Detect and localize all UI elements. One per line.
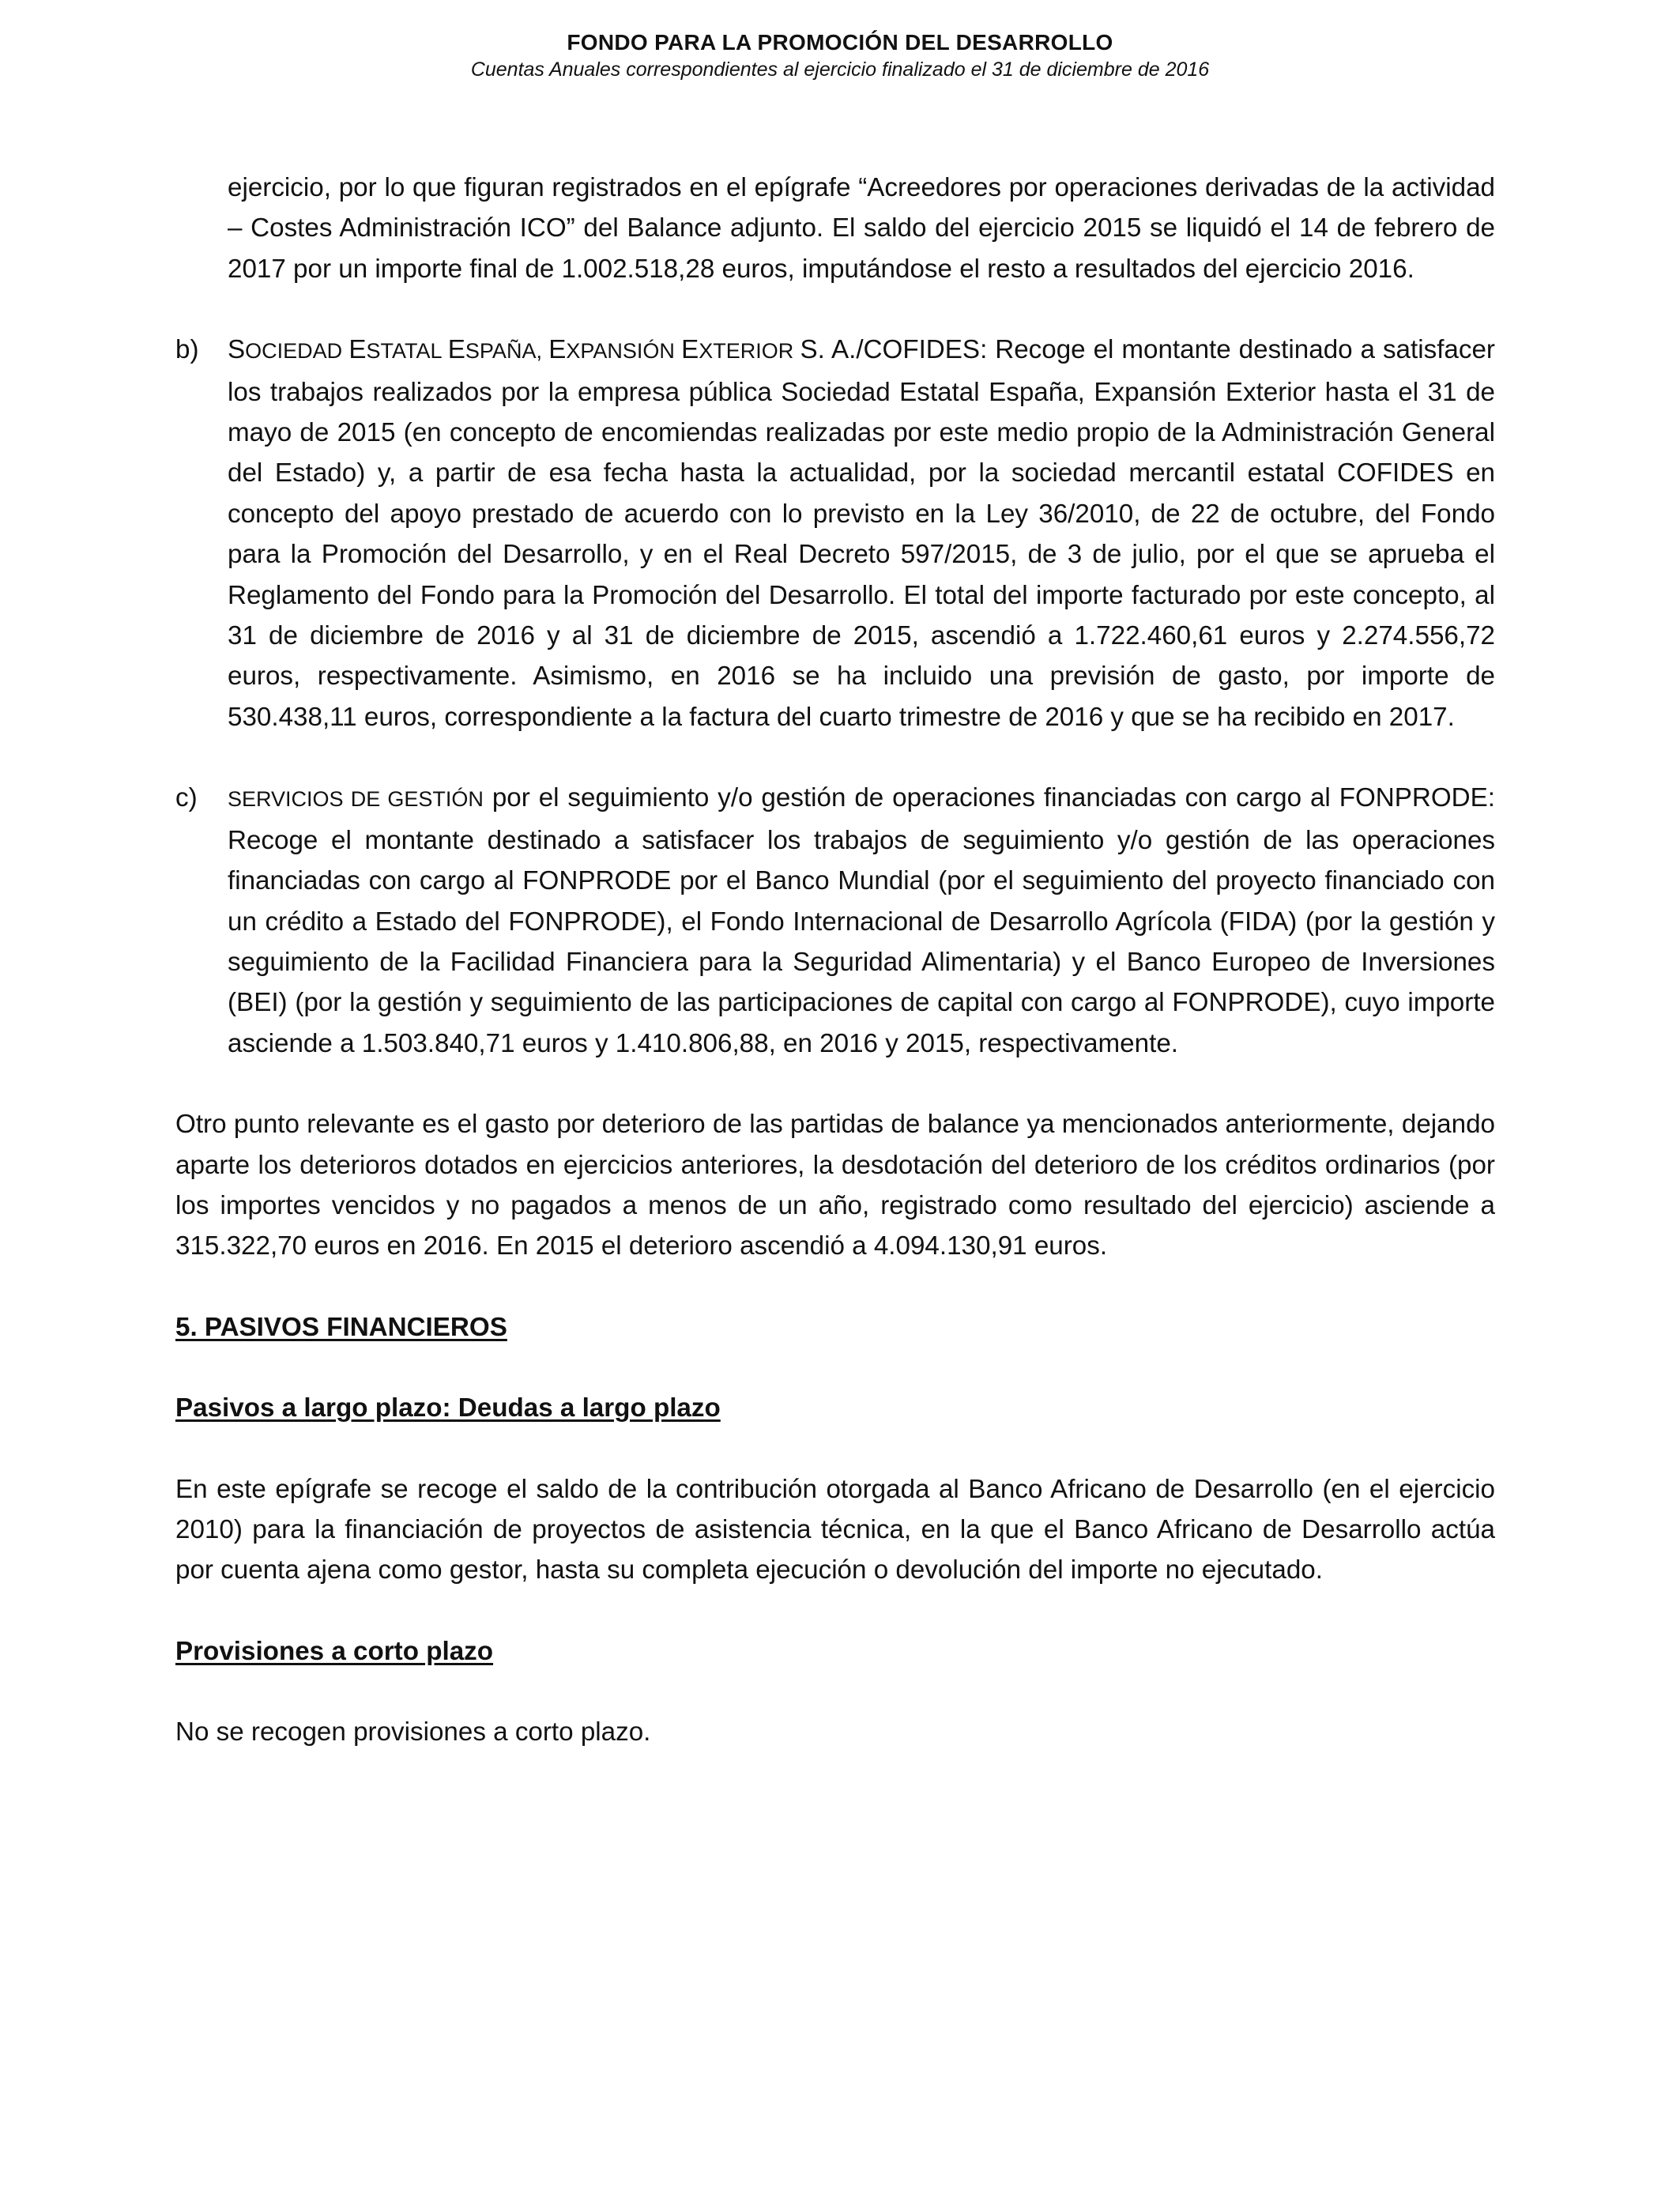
paragraph-deterioro: Otro punto relevante es el gasto por deterioro de las partidas de balance ya mencionados anteriormente, dejando aparte los deterioros dotados en ejercicios anteriores, la desdotación del deterioro de los créditos ordinarios (por los importes vencidos y no pagados a menos de un año, registrado como resultado del ejercicio) asciende a 315.322,70 euros en 2016. En 2015 el deterioro ascendió a 4.094.130,91 euros. [175,1110,1495,1261]
item-c-text: SERVICIOS DE GESTIÓN por el seguimiento y/o gestión de operaciones financiadas con cargo al FONPRODE: Recoge el montante destinado a satisfacer los trabajos de seguimiento y/o gestión de las operaciones financiadas con cargo al FONPRODE por el Banco Mundial (por el seguimiento del proyecto financiado con un crédito a Estado del FONPRODE), el Fondo Internacional de Desarrollo Agrícola (FIDA) (por la gestión y seguimiento de la Facilidad Financiera para la Seguridad Alimentaria) y el Banco Europeo de Inversiones (BEI) (por la gestión y seguimiento de las participaciones de capital con cargo al FONPRODE), cuyo importe asciende a 1.503.840,71 euros y 1.410.806,88, en 2016 y 2015, respectivamente. [228,783,1495,1058]
list-item-c [175,778,1495,1064]
item-c-letter: c) [175,783,198,813]
list-item-b [175,330,1495,737]
list-item-a-continuation [175,168,1495,289]
document-body [175,168,1495,1753]
document-title: FONDO PARA LA PROMOCIÓN DEL DESARROLLO [567,30,1113,55]
subheading-provisiones-corto-plazo: Provisiones a corto plazo [175,1636,494,1666]
paragraph-pasivos-largo-plazo: En este epígrafe se recoge el saldo de la contribución otorgada al Banco Africano de Desarrollo (en el ejercicio 2010) para la financiación de proyectos de asistencia técnica, en la que el Banco Africano de Desarrollo actúa por cuenta ajena como gestor, hasta su completa ejecución o devolución del importe no ejecutado. [175,1474,1495,1585]
paragraph-provisiones-corto-plazo: No se recogen provisiones a corto plazo. [175,1717,651,1747]
document-subtitle: Cuentas Anuales correspondientes al ejercicio finalizado el 31 de diciembre de 2016 [470,58,1210,81]
item-b-letter: b) [175,335,199,365]
item-c-entity-name: SERVICIOS DE GESTIÓN [228,787,484,812]
item-b-text: SOCIEDAD ESTATAL ESPAÑA, EXPANSIÓN EXTERIOR S. A./COFIDES: Recoge el montante destinado a satisfacer los trabajos realizados por la empresa pública Sociedad Estatal España, Expansión Exterior hasta el 31 de mayo de 2015 (en concepto de encomiendas realizadas por este medio propio de la Administración General del Estado) y, a partir de esa fecha hasta la actualidad, por la sociedad mercantil estatal COFIDES en concepto del apoyo prestado de acuerdo con lo previsto en la Ley 36/2010, de 22 de octubre, del Fondo para la Promoción del Desarrollo, y en el Real Decreto 597/2015, de 3 de julio, por el que se aprueba el Reglamento del Fondo para la Promoción del Desarrollo. El total del importe facturado por este concepto, al 31 de diciembre de 2016 y al 31 de diciembre de 2015, ascendió a 1.722.460,61 euros y 2.274.556,72 euros, respectivamente. Asimismo, en 2016 se ha incluido una previsión de gasto, por importe de 530.438,11 euros, correspondiente a la factura del cuarto trimestre de 2016 y que se ha recibido en 2017. [228,335,1495,732]
item-a-text: ejercicio, por lo que figuran registrados en el epígrafe “Acreedores por operaciones derivadas de la actividad – Costes Administración ICO” del Balance adjunto. El saldo del ejercicio 2015 se liquidó el 14 de febrero de 2017 por un importe final de 1.002.518,28 euros, imputándose el resto a resultados del ejercicio 2016. [228,173,1495,284]
page-header [0,28,1680,82]
section-heading-pasivos-financieros: 5. PASIVOS FINANCIEROS [175,1312,507,1342]
item-b-entity-name: SOCIEDAD ESTATAL ESPAÑA, EXPANSIÓN EXTERIOR [228,335,800,365]
subheading-pasivos-largo-plazo: Pasivos a largo plazo: Deudas a largo plazo [175,1393,721,1423]
